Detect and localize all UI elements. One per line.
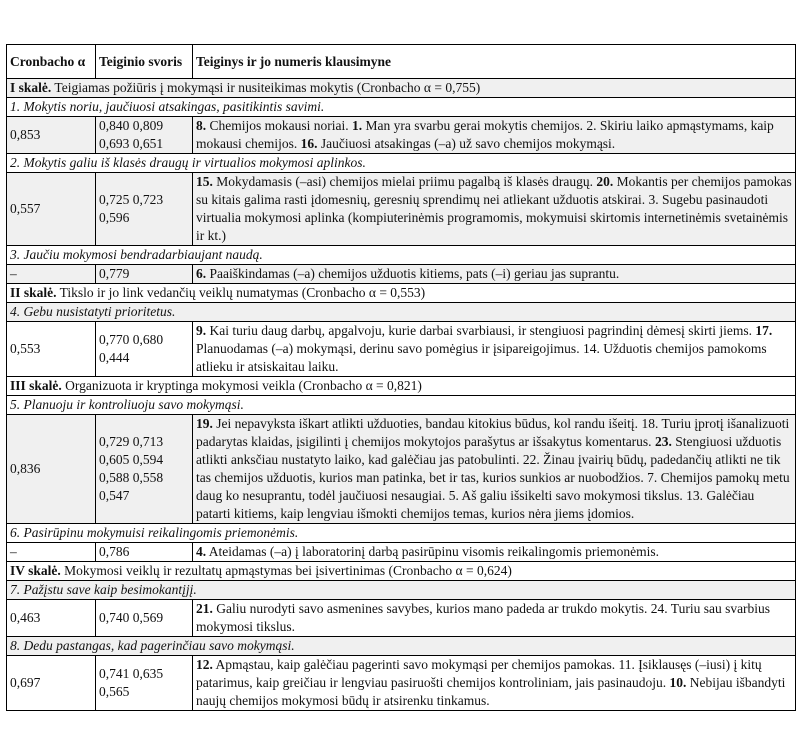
- data-row: [7, 656, 796, 711]
- statement-text: Turiu įprotį išanalizuoti padarytas klaidas, įsigilinti į chemijos mokytojos parašytus ar išsakytus komentarus.: [196, 416, 793, 449]
- statement-text: Chemijos pamokų metu daug ko nesuprantu, todėl jaučiuosi nesaugiai.: [196, 470, 793, 503]
- statement-text: Planuodamas (–a) mokymąsi, derinu savo pomėgius ir įsipareigojimus.: [196, 323, 776, 356]
- statement-text: Galiu nurodyti savo asmenines savybes, kurios mano padeda ar trukdo mokytis.: [212, 601, 651, 616]
- statement-number: 21.: [196, 601, 213, 616]
- subscale-row: [7, 98, 796, 117]
- header-weight: Teiginio svoris: [96, 45, 193, 79]
- statement-number: 12.: [196, 657, 213, 672]
- subscale-title: 4. Gebu nusistatyti prioritetus.: [10, 304, 176, 319]
- statement-number: 9.: [196, 323, 207, 338]
- statement-text: Žinau įvairių būdų, padedančių atlikti ne tik tas chemijos užduotis, kurios man patinka, bet ir tas, kurios sunkios ar nuobodžios.: [196, 452, 784, 485]
- data-row: [7, 173, 796, 246]
- statement-text: Paaiškindamas (–a) chemijos užduotis kitiems, pats (–i) geriau jas suprantu.: [206, 266, 620, 281]
- statement-number: 20.: [596, 174, 614, 189]
- subscale-row: [7, 524, 796, 543]
- subscale-title: 3. Jaučiu mokymosi bendradarbiaujant naudą.: [10, 247, 263, 262]
- scale-row: [7, 79, 796, 98]
- data-row: [7, 265, 796, 284]
- cronbach-alpha: 0,853: [7, 117, 96, 154]
- reliability-table: [6, 44, 796, 711]
- data-row: [7, 117, 796, 154]
- cronbach-alpha: 0,836: [7, 415, 96, 524]
- scale-label: I skalė.: [10, 80, 52, 95]
- statement-weights: 0,840 0,809 0,693 0,651: [96, 117, 193, 154]
- statement-number: 22.: [522, 452, 540, 467]
- statement-number: 1.: [352, 118, 363, 133]
- statement-number: 5.: [448, 488, 459, 503]
- statement-number: 4.: [196, 544, 207, 559]
- statement-text: Aš galiu išsikelti savo mokymosi tikslus.: [458, 488, 687, 503]
- statement-number: 19.: [196, 416, 213, 431]
- statements: [193, 600, 796, 637]
- statement-number: 11.: [618, 657, 635, 672]
- scale-row: [7, 284, 796, 303]
- statement-text: Apmąstau, kaip galėčiau pagerinti savo mokymąsi per chemijos pamokas.: [212, 657, 619, 672]
- cronbach-alpha: –: [7, 265, 96, 284]
- subscale-row: [7, 246, 796, 265]
- subscale-title: 2. Mokytis galiu iš klasės draugų ir virtualios mokymosi aplinkos.: [10, 155, 366, 170]
- data-row: [7, 600, 796, 637]
- statement-text: Ateidamas (–a) į laboratorinį darbą pasirūpinu visomis reikalingomis priemonėmis.: [206, 544, 660, 559]
- statement-number: 10.: [669, 675, 687, 690]
- statement-text: Užduotis chemijos pamokoms atlieku ir atsiskaitau laiku.: [196, 341, 771, 374]
- statement-text: Chemijos mokausi noriai.: [206, 118, 352, 133]
- statement-text: Jaučiuosi atsakingas (–a) už savo chemijos mokymąsi.: [317, 136, 616, 151]
- cronbach-alpha: –: [7, 543, 96, 562]
- subscale-title: 8. Dedu pastangas, kad pagerinčiau savo mokymąsi.: [10, 638, 295, 653]
- statement-text: Galėčiau patarti kitiems, kaip lengviau išmokti chemijos temas, kurios nėra jiems įdomios.: [196, 488, 758, 521]
- cronbach-alpha: 0,553: [7, 322, 96, 377]
- subscale-row: [7, 637, 796, 656]
- statement-number: 7.: [647, 470, 658, 485]
- scale-row: [7, 562, 796, 581]
- statement-weights: 0,786: [96, 543, 193, 562]
- scale-title: Teigiamas požiūris į mokymąsi ir nusiteikimas mokytis (Cronbacho α = 0,755): [54, 80, 481, 95]
- statement-weights: 0,779: [96, 265, 193, 284]
- statement-text: Sugebu pasinaudoti virtualia mokymosi aplinka (kompiuterinėmis programomis, mokymuisi skirtomis internetinėmis svetainėmis ir kt.): [196, 192, 792, 243]
- cronbach-alpha: 0,557: [7, 173, 96, 246]
- statement-text: Įsiklausęs (–iusi) į kitų patarimus, kaip greičiau ir lengviau pasiruošti chemijos kontroliniam, jais pasinaudoju.: [196, 657, 766, 690]
- subscale-title: 1. Mokytis noriu, jaučiuosi atsakingas, pasitikintis savimi.: [10, 99, 325, 114]
- statement-text: Turiu sau svarbius mokymosi tikslus.: [196, 601, 774, 634]
- subscale-row: [7, 396, 796, 415]
- scale-title: Mokymosi veiklų ir rezultatų apmąstymas bei įsivertinimas (Cronbacho α = 0,624): [64, 563, 512, 578]
- statement-text: Jei nepavyksta iškart atlikti užduoties, bandau kitokius būdus, kol randu išeitį.: [212, 416, 642, 431]
- statement-number: 2.: [586, 118, 597, 133]
- statement-number: 15.: [196, 174, 213, 189]
- scale-label: III skalė.: [10, 378, 62, 393]
- statements: [193, 543, 796, 562]
- statement-number: 18.: [641, 416, 659, 431]
- table-header: [7, 45, 796, 79]
- statement-number: 17.: [755, 323, 773, 338]
- statement-text: Stengiuosi užduotis atlikti anksčiau nustatyto laiko, kad galėčiau jas patobulinti.: [196, 434, 785, 467]
- cronbach-alpha: 0,463: [7, 600, 96, 637]
- statement-number: 24.: [650, 601, 668, 616]
- statement-number: 23.: [654, 434, 672, 449]
- statements: [193, 265, 796, 284]
- data-row: [7, 543, 796, 562]
- statement-weights: 0,725 0,723 0,596: [96, 173, 193, 246]
- statement-text: Skiriu laiko apmąstymams, kaip mokausi chemijos.: [196, 118, 778, 151]
- statement-text: Kai turiu daug darbų, apgalvoju, kurie darbai svarbiausi, ir stengiuosi pagrindinį dėmesį skirti jiems.: [206, 323, 756, 338]
- data-row: [7, 415, 796, 524]
- scale-label: IV skalė.: [10, 563, 61, 578]
- statements: [193, 117, 796, 154]
- subscale-title: 7. Pažįstu save kaip besimokantįjį.: [10, 582, 197, 597]
- statements: [193, 415, 796, 524]
- statements: [193, 173, 796, 246]
- statement-number: 16.: [300, 136, 318, 151]
- statements: [193, 322, 796, 377]
- subscale-row: [7, 154, 796, 173]
- statement-text: Mokantis per chemijos pamokas su kitais galima rasti įdomesnių, geresnių sprendimų nei atliekant užduotis atskirai.: [196, 174, 796, 207]
- statements: [193, 656, 796, 711]
- statement-text: Nebijau išbandyti naujų chemijos mokymosi būdų ir atsirenku tinkamus.: [196, 675, 789, 708]
- scale-title: Tikslo ir jo link vedančių veiklų numatymas (Cronbacho α = 0,553): [59, 285, 426, 300]
- statement-text: Man yra svarbu gerai mokytis chemijos.: [362, 118, 587, 133]
- statement-text: Mokydamasis (–asi) chemijos mielai priimu pagalbą iš klasės draugų.: [212, 174, 597, 189]
- scale-row: [7, 377, 796, 396]
- header-cronbach: Cronbacho α: [7, 45, 96, 79]
- scale-title: Organizuota ir kryptinga mokymosi veikla (Cronbacho α = 0,821): [65, 378, 422, 393]
- header-statement: Teiginys ir jo numeris klausimyne: [193, 45, 796, 79]
- subscale-row: [7, 303, 796, 322]
- subscale-title: 5. Planuoju ir kontroliuoju savo mokymąsi.: [10, 397, 244, 412]
- statement-weights: 0,741 0,635 0,565: [96, 656, 193, 711]
- statement-weights: 0,740 0,569: [96, 600, 193, 637]
- statement-number: 3.: [648, 192, 659, 207]
- statement-number: 14.: [582, 341, 600, 356]
- statement-number: 8.: [196, 118, 207, 133]
- statement-weights: 0,770 0,680 0,444: [96, 322, 193, 377]
- statement-weights: 0,729 0,713 0,605 0,594 0,588 0,558 0,547: [96, 415, 193, 524]
- data-row: [7, 322, 796, 377]
- subscale-row: [7, 581, 796, 600]
- statement-number: 6.: [196, 266, 207, 281]
- subscale-title: 6. Pasirūpinu mokymuisi reikalingomis priemonėmis.: [10, 525, 299, 540]
- cronbach-alpha: 0,697: [7, 656, 96, 711]
- scale-label: II skalė.: [10, 285, 57, 300]
- statement-number: 13.: [686, 488, 703, 503]
